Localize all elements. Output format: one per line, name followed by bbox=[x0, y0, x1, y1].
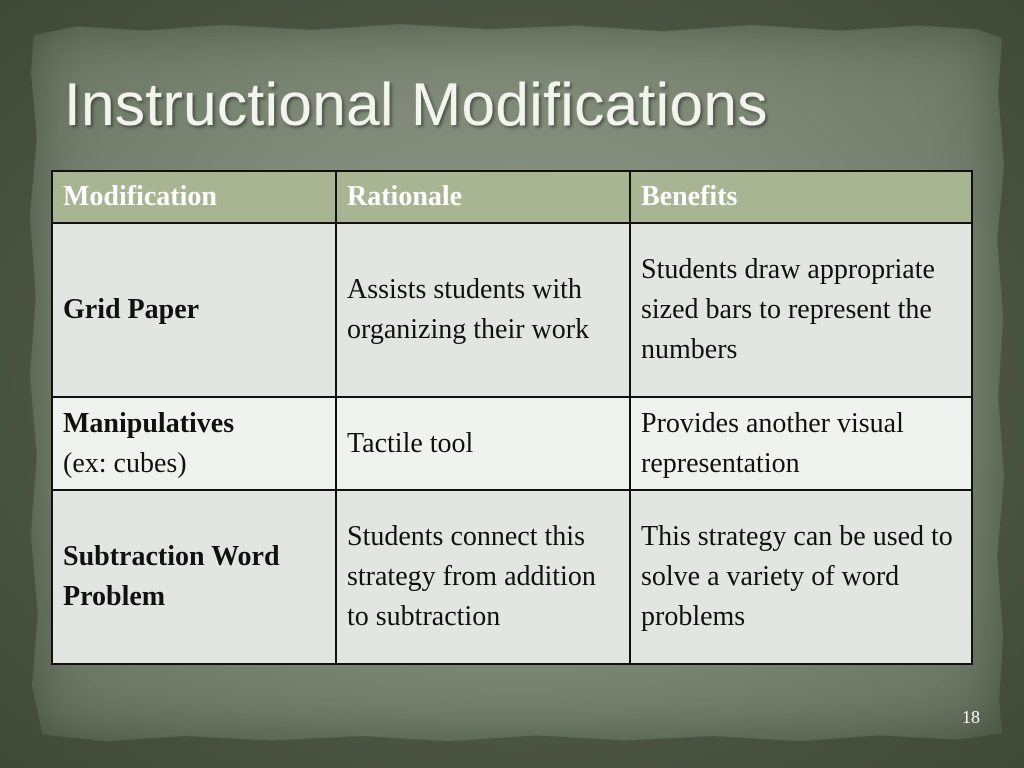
header-benefits: Benefits bbox=[630, 171, 972, 223]
header-modification: Modification bbox=[52, 171, 336, 223]
modification-example: (ex: cubes) bbox=[63, 447, 187, 479]
header-rationale: Rationale bbox=[336, 171, 630, 223]
modification-name: Manipulatives bbox=[63, 407, 235, 439]
cell-rationale: Tactile tool bbox=[336, 397, 630, 490]
table-row bbox=[52, 490, 972, 664]
cell-benefits: Provides another visual representation bbox=[630, 397, 972, 490]
cell-benefits: This strategy can be used to solve a variety of word problems bbox=[630, 490, 972, 664]
modification-name: Subtraction Word Problem bbox=[63, 541, 280, 612]
cell-rationale: Students connect this strategy from addition to subtraction bbox=[336, 490, 630, 664]
cell-modification bbox=[52, 397, 336, 490]
slide-number: 18 bbox=[962, 707, 980, 727]
cell-rationale: Assists students with organizing their work bbox=[336, 223, 630, 397]
table-row bbox=[52, 397, 972, 490]
slide-title: Instructional Modifications bbox=[64, 71, 768, 138]
cell-modification bbox=[52, 490, 336, 664]
modifications-table bbox=[51, 170, 973, 665]
cell-modification bbox=[52, 223, 336, 397]
table-row bbox=[52, 223, 972, 397]
cell-benefits: Students draw appropriate sized bars to represent the numbers bbox=[630, 223, 972, 397]
table-header-row bbox=[52, 171, 972, 223]
modification-name: Grid Paper bbox=[63, 294, 200, 325]
